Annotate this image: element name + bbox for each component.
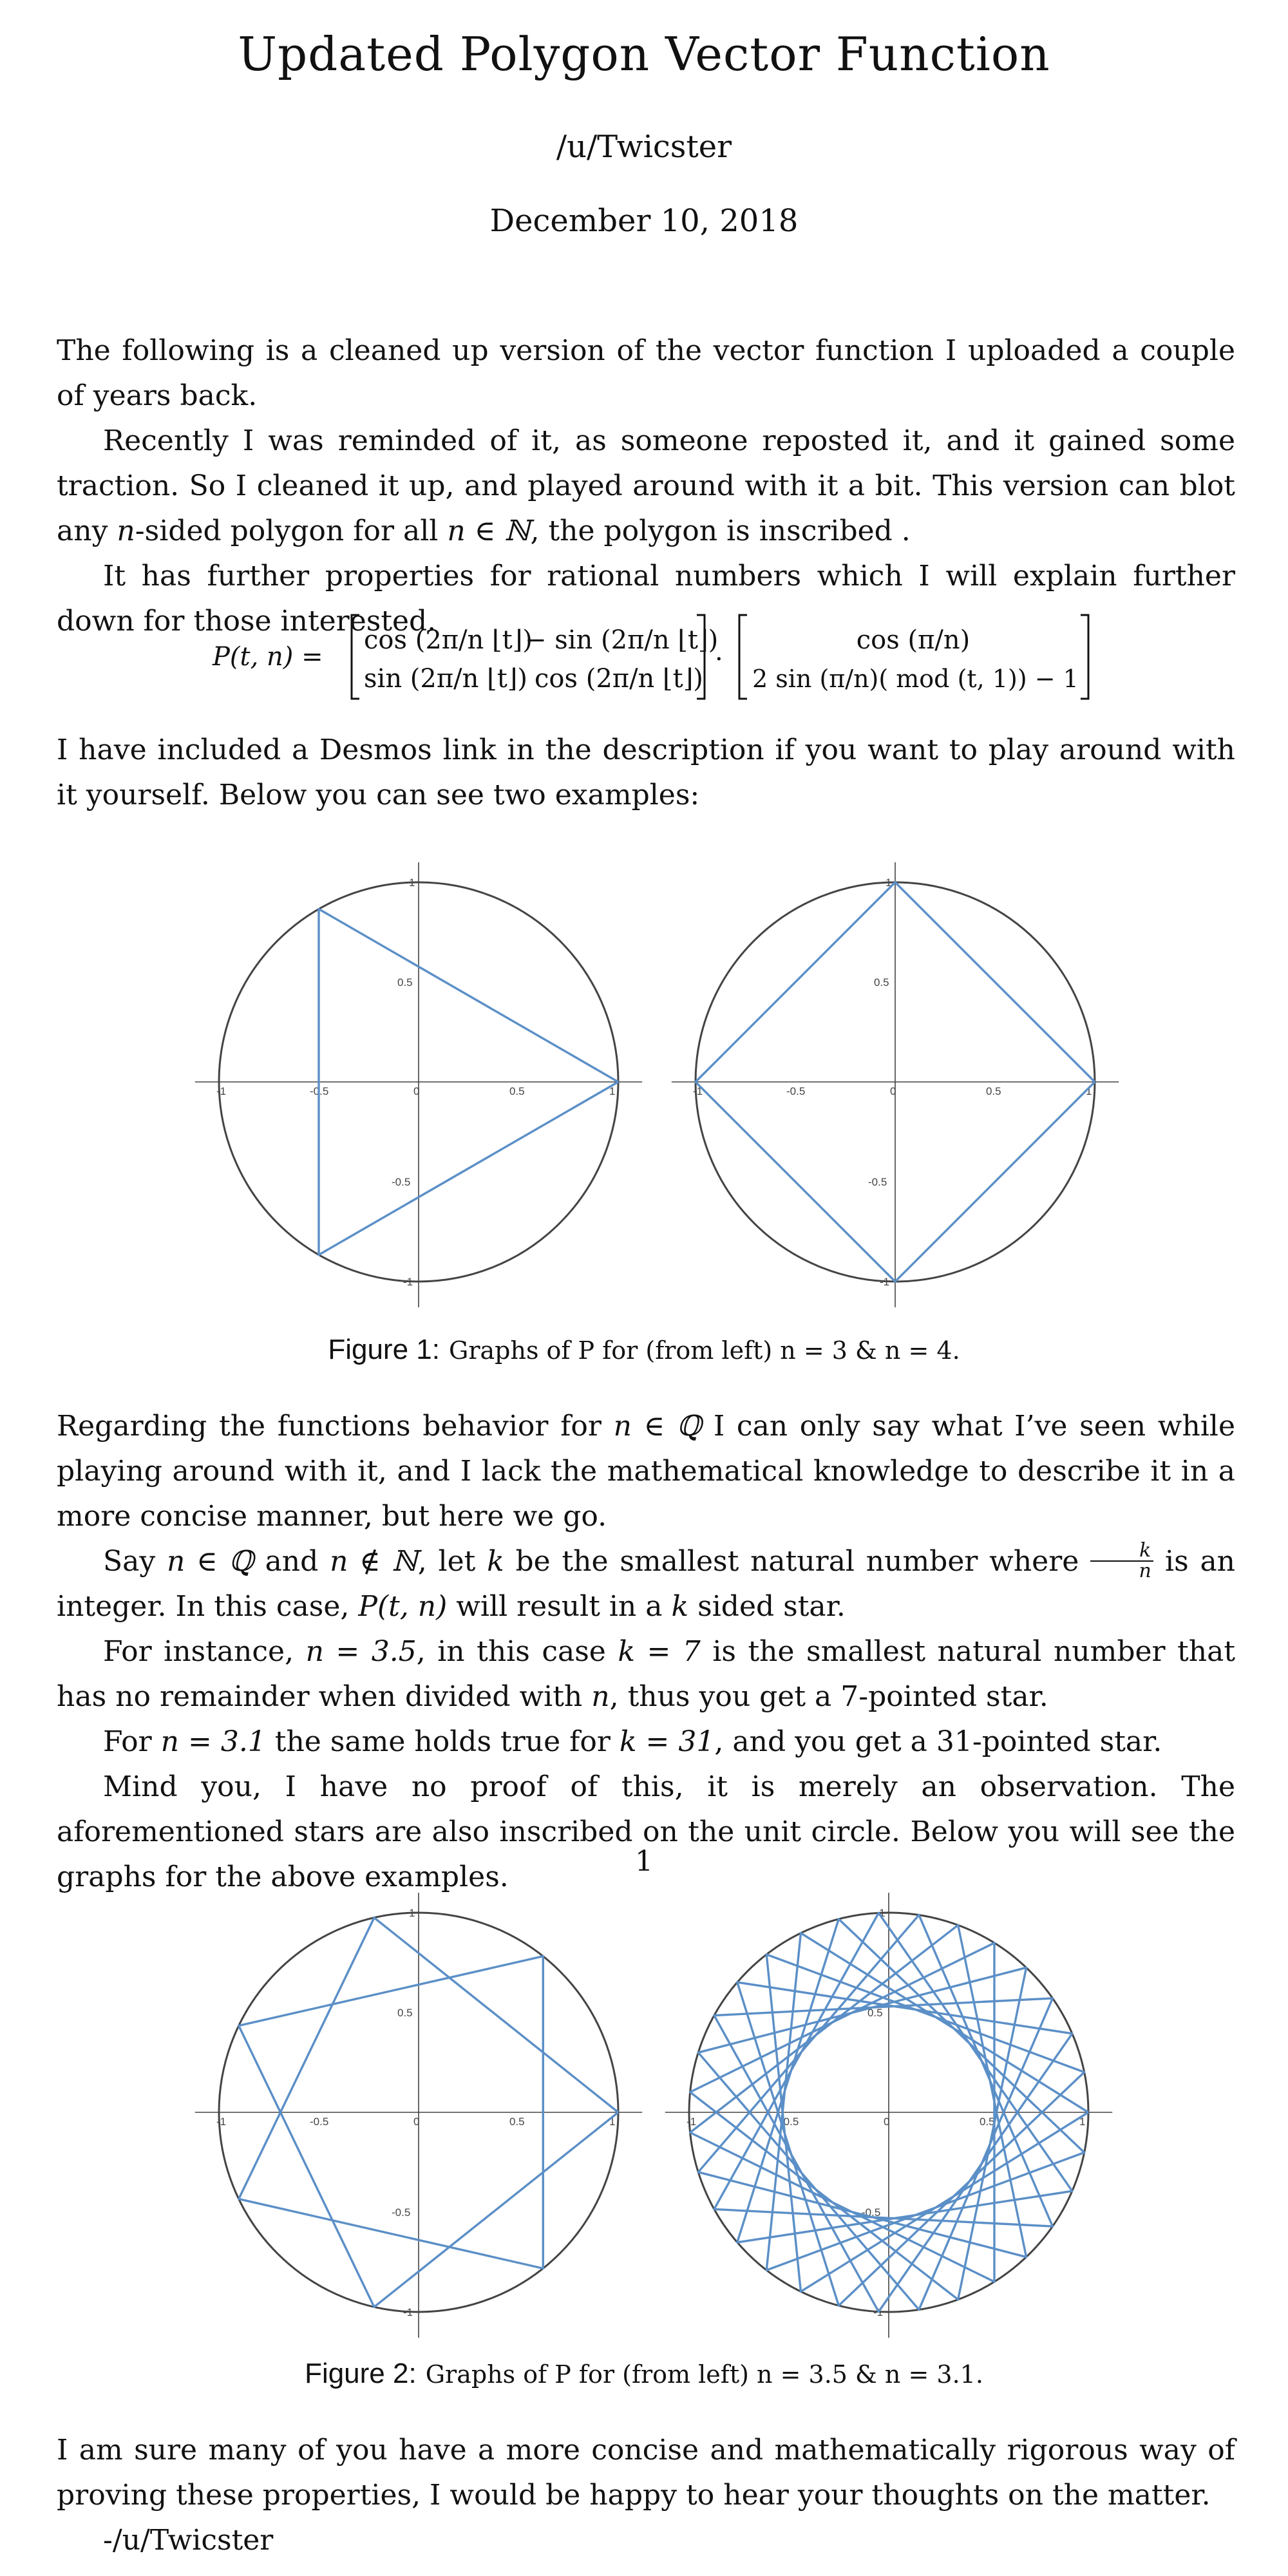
- y-tick-label: -0.5: [868, 1176, 887, 1188]
- chart-n3-5: [187, 1887, 650, 2338]
- intro-text: [57, 328, 1235, 644]
- paragraph: Regarding the functions behavior for n ∈ ℚ I can only say what I’ve seen while playing around with it, and I lack the mathematical knowledge to describe it in a more concise manner, but here we go.: [57, 1410, 1235, 1533]
- dot-operator: ·: [715, 645, 723, 674]
- y-tick-label: -1: [403, 2306, 413, 2318]
- x-tick-label: -0.5: [310, 2116, 329, 2128]
- equation-lhs: P(t, n) =: [213, 642, 323, 672]
- paragraph: It has further properties for rational numbers which I will explain further down for those interested.: [57, 560, 1235, 638]
- y-tick-label: 0.5: [397, 976, 413, 989]
- paragraph: For instance, n = 3.5, in this case k = 7 is the smallest natural number that has no remainder when divided with n, thus you get a 7-pointed star.: [57, 1635, 1236, 1713]
- page-title: Updated Polygon Vector Function: [238, 27, 1050, 81]
- x-tick-label: 0.5: [986, 1085, 1001, 1097]
- bracket-left: [352, 615, 359, 699]
- x-tick-label: -0.5: [786, 1085, 806, 1097]
- x-tick-label: -1: [693, 1085, 703, 1097]
- x-tick-label: 1: [1079, 2116, 1086, 2128]
- matrix-cell: sin (2π/n ⌊t⌋): [364, 664, 527, 694]
- y-tick-label: 1: [886, 876, 892, 889]
- bracket-left: [739, 615, 747, 699]
- x-tick-label: 0: [884, 2116, 890, 2128]
- y-tick-label: 0.5: [867, 2007, 883, 2019]
- matrix-cell: cos (2π/n ⌊t⌋): [535, 664, 703, 694]
- x-tick-label: -1: [216, 1085, 227, 1097]
- y-tick-label: 0.5: [874, 976, 889, 989]
- x-tick-label: -1: [687, 2116, 697, 2128]
- x-tick-label: 1: [1086, 1085, 1092, 1097]
- equation: [0, 609, 1288, 705]
- closing-text: [57, 2428, 1235, 2563]
- chart-n3-1: [657, 1887, 1121, 2338]
- fraction-k-over-n: $\frac{k}{n}$: [1090, 1541, 1153, 1581]
- x-tick-label: 0: [413, 2116, 420, 2128]
- x-tick-label: 0.5: [980, 2116, 995, 2128]
- y-tick-label: 1: [409, 1907, 415, 1919]
- y-tick-label: -1: [873, 2306, 884, 2318]
- signoff: -/u/Twicster: [103, 2524, 274, 2557]
- x-tick-label: -1: [216, 2116, 227, 2128]
- author: /u/Twicster: [556, 129, 732, 165]
- x-tick-label: 0: [890, 1085, 896, 1097]
- vector-cell: cos (π/n): [856, 625, 971, 655]
- chart-n3: [187, 857, 650, 1307]
- rational-text: [57, 1404, 1235, 1900]
- paragraph: For n = 3.1 the same holds true for k = 31, and you get a 31-pointed star.: [103, 1725, 1162, 1758]
- y-tick-label: 1: [409, 876, 415, 889]
- matrix-cell: − sin (2π/n ⌊t⌋): [525, 625, 719, 655]
- paragraph: The following is a cleaned up version of the vector function I uploaded a couple of years back.: [57, 334, 1235, 412]
- y-tick-label: 0.5: [397, 2007, 413, 2019]
- paragraph: Say n ∈ ℚ and n ∉ ℕ, let k be the smallest natural number where $\frac{k}{n}$ is an integer. In this case, P(t, n) will result in a k sided star.: [57, 1539, 1236, 1623]
- x-tick-label: -0.5: [780, 2116, 799, 2128]
- x-tick-label: -0.5: [310, 1085, 329, 1097]
- date: December 10, 2018: [489, 203, 799, 239]
- x-tick-label: 1: [609, 1085, 616, 1097]
- y-tick-label: 1: [879, 1907, 886, 1919]
- matrix-cell: cos (2π/n ⌊t⌋): [364, 625, 533, 655]
- paragraph: I am sure many of you have a more concise and mathematically rigorous way of proving these properties, I would be happy to hear your thoughts on the matter.: [57, 2434, 1235, 2512]
- paragraph: Mind you, I have no proof of this, it is merely an observation. The aforementioned stars are also inscribed on the unit circle. Below you will see the graphs for the above examples.: [57, 1770, 1235, 1893]
- y-tick-label: -0.5: [392, 1176, 411, 1188]
- figure1-caption: Figure 1: Graphs of P for (from left) n = 3 & n = 4.: [328, 1334, 960, 1365]
- chart-n4: [663, 857, 1127, 1307]
- x-tick-label: 0.5: [509, 2116, 525, 2128]
- paragraph: Recently I was reminded of it, as someone reposted it, and it gained some traction. So I cleaned it up, and played around with it a bit. This version can blot any n-sided polygon for all n ∈ ℕ, the polygon is inscribed .: [57, 424, 1235, 547]
- y-tick-label: -0.5: [392, 2206, 411, 2219]
- figure2-caption: Figure 2: Graphs of P for (from left) n = 3.5 & n = 3.1.: [305, 2358, 983, 2389]
- x-tick-label: 1: [609, 2116, 616, 2128]
- y-tick-label: -0.5: [862, 2206, 881, 2219]
- vector-cell: 2 sin (π/n)( mod (t, 1)) − 1: [752, 665, 1079, 693]
- y-tick-label: -1: [880, 1276, 890, 1288]
- desmos-text: [57, 728, 1235, 818]
- x-tick-label: 0: [413, 1085, 420, 1097]
- page-number: 1: [635, 1845, 653, 1878]
- y-tick-label: -1: [403, 1276, 413, 1288]
- bracket-right: [1081, 615, 1088, 699]
- x-tick-label: 0.5: [509, 1085, 525, 1097]
- paragraph: I have included a Desmos link in the description if you want to play around with it yourself. Below you can see two examples:: [57, 734, 1235, 811]
